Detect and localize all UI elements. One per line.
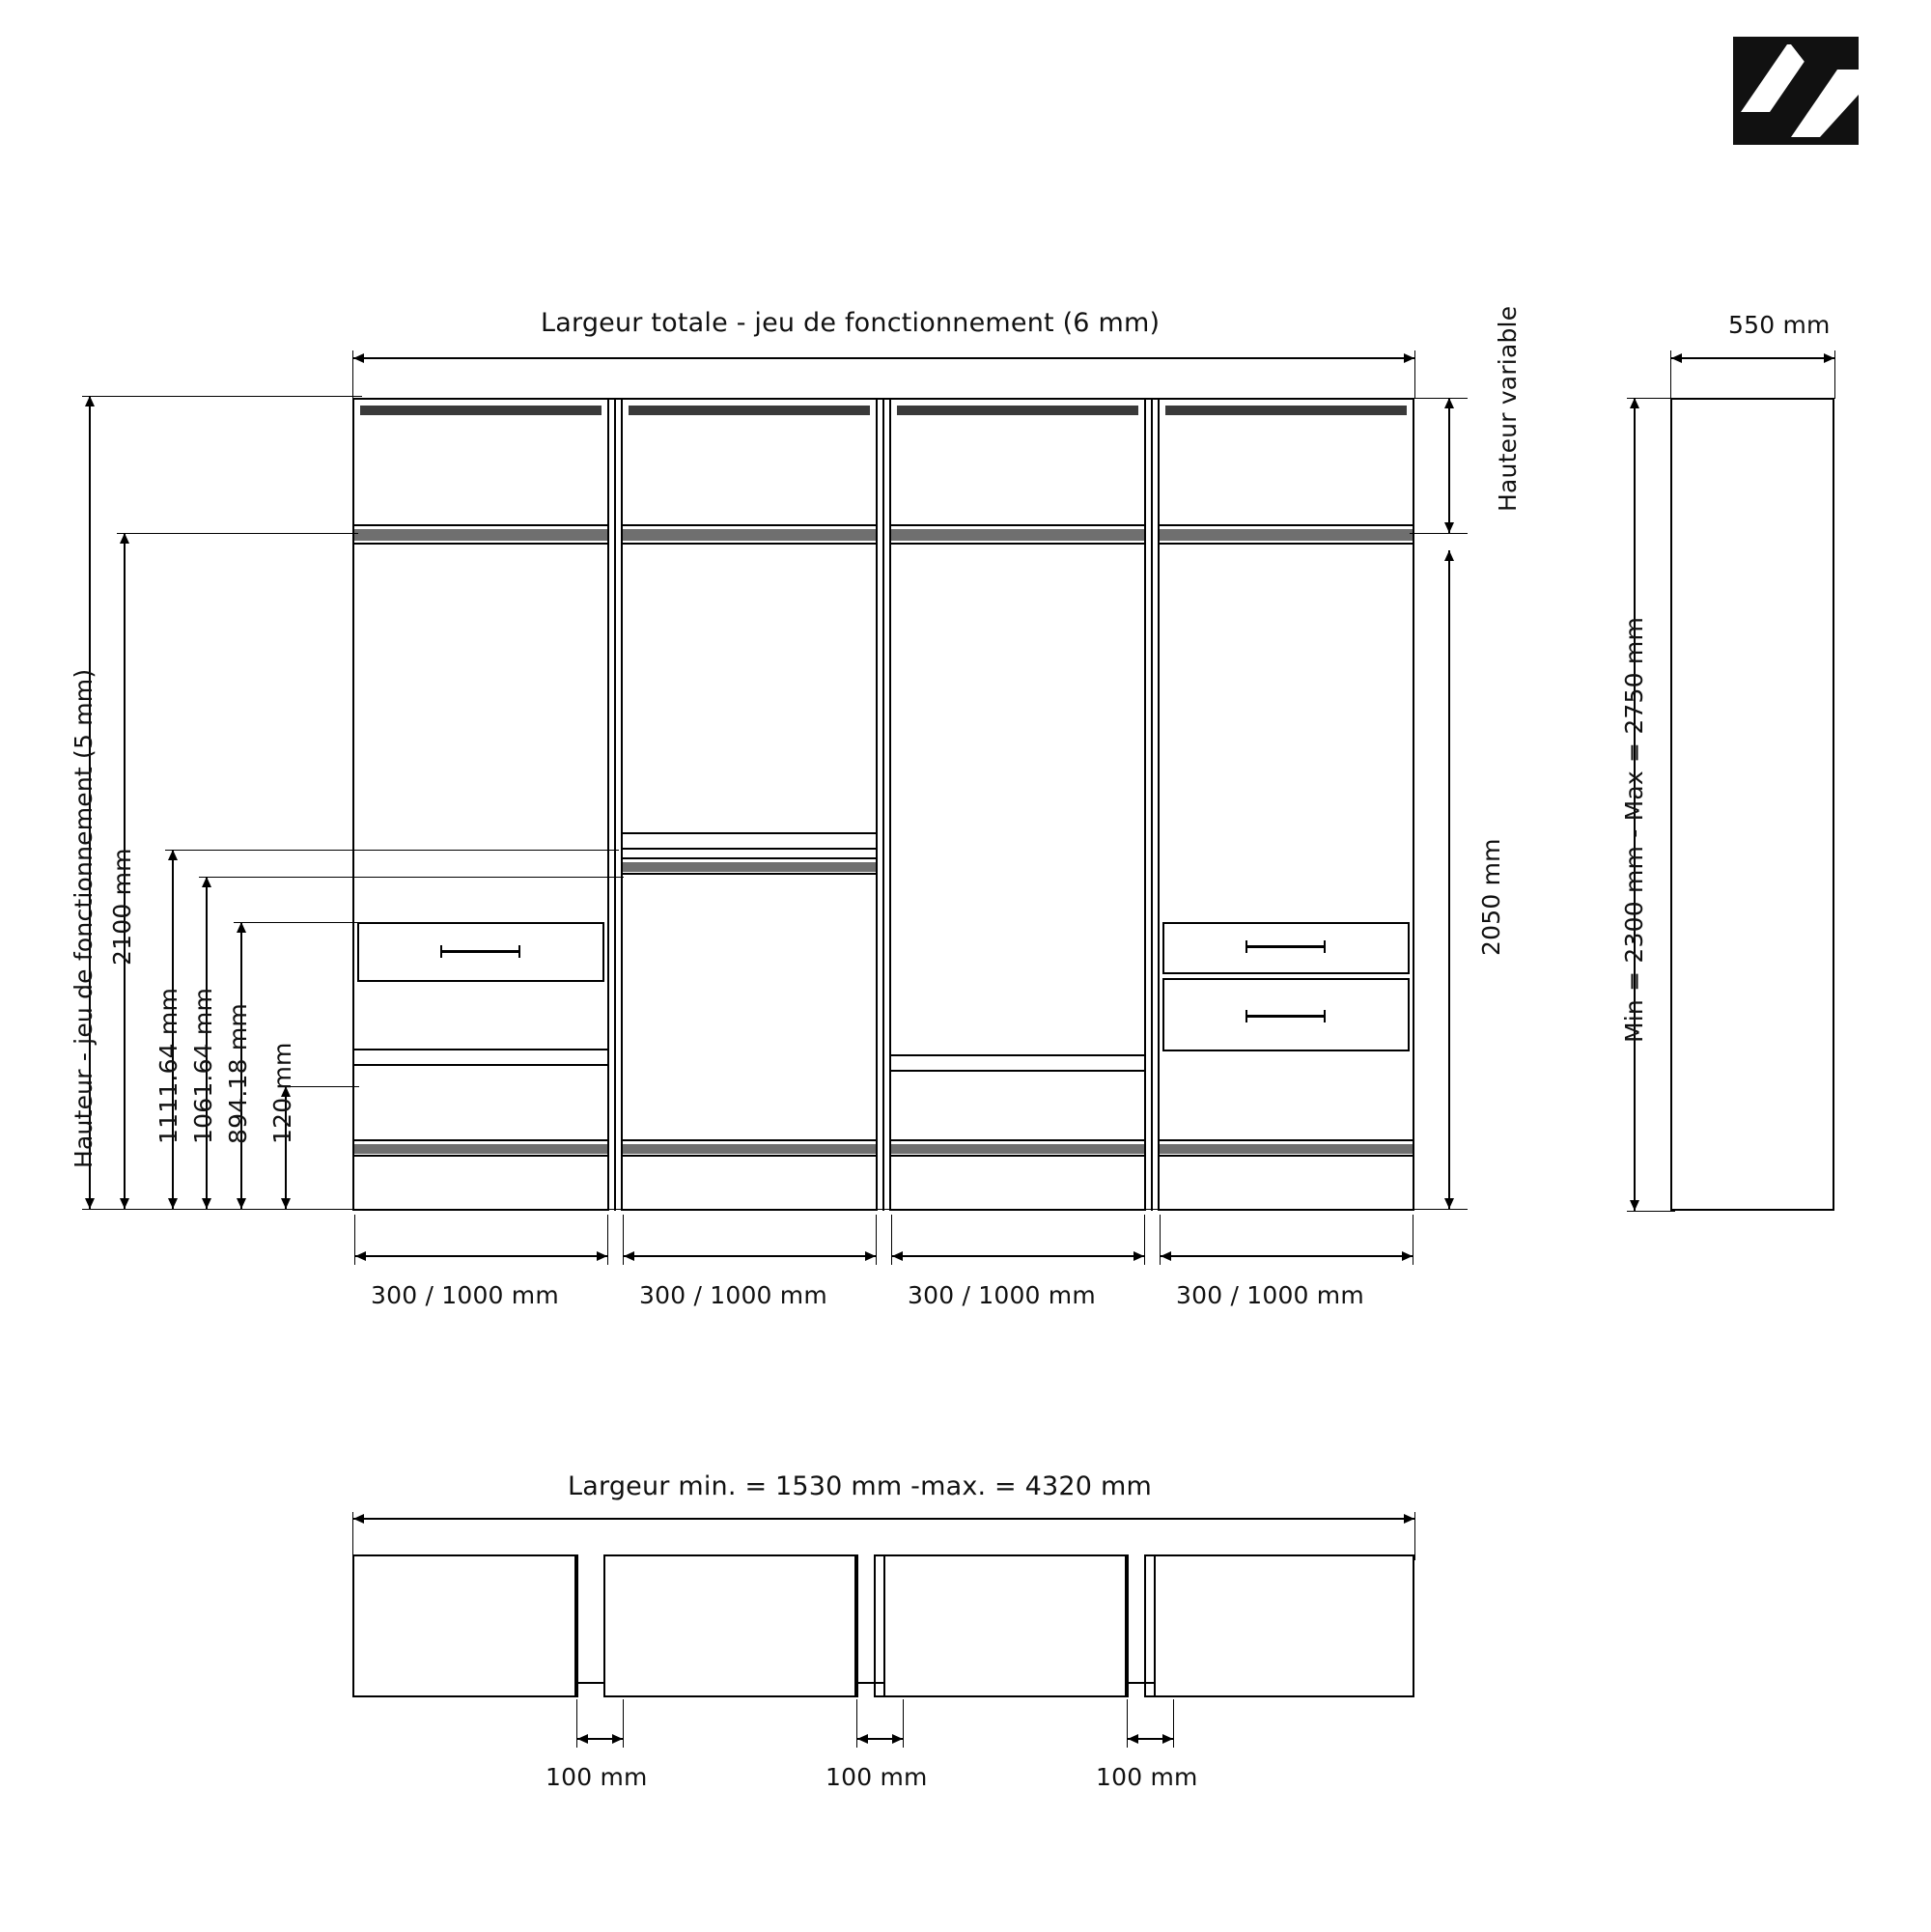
top-view-dim-line [352, 1518, 1414, 1520]
right-dim-2-ext-bottom [1410, 1209, 1468, 1210]
left-dim-3-arrow-top [168, 850, 178, 860]
module-3-plinth-bar [891, 1144, 1144, 1154]
side-height-label: Min = 2300 mm - Max = 2750 mm [1620, 617, 1648, 1043]
width-dim-3-line [891, 1255, 1144, 1257]
side-height-arrow-top [1630, 398, 1639, 408]
module-1-width-label: 300 / 1000 mm [371, 1281, 559, 1309]
gap-2-label: 100 mm [826, 1763, 928, 1791]
module-2-shelf-c2 [623, 1155, 876, 1157]
module-2-plinth-bar [623, 1144, 876, 1154]
module-1-shelf-b2 [354, 1064, 607, 1066]
module-3-rail [891, 529, 1144, 541]
width-dim-2-ext-right [876, 1215, 877, 1265]
module-3-shelf-c [891, 1139, 1144, 1141]
module-3-shelf-c2 [891, 1155, 1144, 1157]
module-3-shelf-b [891, 1054, 1144, 1056]
module-2-shelf-mid4 [623, 873, 876, 875]
left-dim-1-arrow-top [85, 396, 95, 406]
module-2-shelf-mid2 [623, 848, 876, 850]
width-dim-4-arrow-left [1161, 1251, 1171, 1261]
top-view-gap-1-right [603, 1554, 605, 1697]
left-dim-6-arrow-bottom [281, 1198, 291, 1209]
left-dim-4-ext-top [199, 877, 624, 878]
top-view-gap-1-left [576, 1554, 578, 1697]
k-logo [1733, 37, 1859, 145]
right-dim-1-label: Hauteur variable [1494, 305, 1522, 512]
module-gap-1 [614, 398, 616, 1211]
side-depth-label: 550 mm [1728, 311, 1831, 339]
top-view-gap-3-left [1127, 1554, 1129, 1697]
gap-dim-1-arrow-right [612, 1734, 623, 1744]
module-1-drawer-handle-cap-l [440, 945, 442, 958]
module-2-shelf-a2 [623, 543, 876, 545]
module-4-shelf-c [1160, 1139, 1413, 1141]
top-view-slab-4 [1144, 1554, 1414, 1697]
module-3-width-label: 300 / 1000 mm [908, 1281, 1096, 1309]
right-dim-2-arrow-bottom [1444, 1198, 1454, 1209]
top-view-gap-3-right [1154, 1554, 1156, 1697]
side-depth-ext-right [1834, 350, 1835, 399]
module-4-drawer-2-handle-cap-l [1245, 1010, 1247, 1022]
module-1-shelf-a [354, 524, 607, 526]
module-2-body [621, 398, 878, 1211]
module-4-width-label: 300 / 1000 mm [1176, 1281, 1364, 1309]
front-baseline [82, 1209, 1414, 1210]
module-2-rail-mid [623, 862, 876, 872]
right-dim-2-arrow-top [1444, 550, 1454, 561]
module-4-shelf-c2 [1160, 1155, 1413, 1157]
top-view-gap-3-cap [1127, 1682, 1154, 1684]
right-dim-1-line [1448, 398, 1450, 533]
module-2-top-inner-bar [629, 406, 870, 415]
module-2-shelf-a [623, 524, 876, 526]
width-dim-4-line [1160, 1255, 1413, 1257]
module-4-drawer-1-handle [1247, 945, 1325, 948]
right-dim-1-ext-bottom [1410, 533, 1468, 534]
top-dim-arrow-right [1404, 353, 1414, 363]
module-3-shelf-a2 [891, 543, 1144, 545]
module-2-width-label: 300 / 1000 mm [639, 1281, 827, 1309]
width-dim-1-arrow-left [355, 1251, 366, 1261]
module-4-drawer-2-handle [1247, 1015, 1325, 1018]
width-dim-2-arrow-left [624, 1251, 634, 1261]
module-1-drawer-handle-cap-r [518, 945, 520, 958]
module-gap-2 [882, 398, 884, 1211]
left-dim-2-arrow-bottom [120, 1198, 129, 1209]
left-dim-1-ext-top [82, 396, 362, 397]
left-dim-2-label: 2100 mm [108, 848, 136, 966]
width-dim-1-arrow-right [597, 1251, 607, 1261]
top-dim-line [352, 357, 1414, 359]
module-gap-3 [1151, 398, 1153, 1211]
gap-dim-3-arrow-right [1162, 1734, 1173, 1744]
left-dim-2-arrow-top [120, 533, 129, 544]
left-dim-5-ext-top [234, 922, 359, 923]
left-dim-2-ext-top [117, 533, 358, 534]
left-dim-5-label: 894.18 mm [224, 1003, 252, 1144]
module-3-top-inner-bar [897, 406, 1138, 415]
module-1-shelf-b [354, 1049, 607, 1050]
gap-dim-2-arrow-left [857, 1734, 868, 1744]
left-dim-5-arrow-bottom [237, 1198, 246, 1209]
side-depth-arrow-right [1824, 353, 1834, 363]
module-1-top-inner-bar [360, 406, 602, 415]
right-dim-1-arrow-top [1444, 398, 1454, 408]
gap-3-label: 100 mm [1096, 1763, 1198, 1791]
right-dim-1-arrow-bottom [1444, 522, 1454, 533]
width-dim-3-arrow-left [892, 1251, 903, 1261]
top-view-ext-right [1414, 1512, 1415, 1560]
module-4-drawer-1[interactable] [1162, 922, 1410, 974]
side-depth-dim-line [1670, 357, 1834, 359]
left-dim-3-ext-top [165, 850, 619, 851]
module-3-shelf-b2 [891, 1070, 1144, 1072]
left-dim-4-arrow-top [202, 877, 211, 887]
side-height-ext-top [1627, 398, 1675, 399]
width-dim-1-ext-right [607, 1215, 608, 1265]
module-3-body [889, 398, 1146, 1211]
module-3-shelf-a [891, 524, 1144, 526]
gap-dim-1-arrow-left [577, 1734, 588, 1744]
front-total-width-label: Largeur totale - jeu de fonctionnement (6 mm) [541, 308, 1161, 338]
module-4-drawer-1-handle-cap-l [1245, 940, 1247, 953]
module-1-shelf-c [354, 1139, 607, 1141]
module-4-plinth-bar [1160, 1144, 1413, 1154]
top-view-slab-2 [603, 1554, 856, 1697]
left-dim-3-label: 1111.64 mm [154, 987, 182, 1144]
top-view-arrow-left [353, 1514, 364, 1524]
left-dim-6-label: 120 mm [268, 1042, 296, 1144]
top-view-width-label: Largeur min. = 1530 mm -max. = 4320 mm [568, 1471, 1152, 1501]
module-1-body [352, 398, 609, 1211]
module-2-shelf-mid [623, 832, 876, 834]
top-view-gap-2-cap [856, 1682, 883, 1684]
module-1-shelf-c2 [354, 1155, 607, 1157]
gap-dim-3-ext-right [1173, 1699, 1174, 1748]
module-4-drawer-1-handle-cap-r [1324, 940, 1326, 953]
module-4-rail [1160, 529, 1413, 541]
width-dim-1-line [354, 1255, 607, 1257]
left-dim-4-arrow-bottom [202, 1198, 211, 1209]
module-2-shelf-mid3 [623, 857, 876, 859]
left-dim-5-arrow-top [237, 922, 246, 933]
module-1-shelf-a2 [354, 543, 607, 545]
top-view-gap-1-cap [576, 1682, 603, 1684]
module-2-rail [623, 529, 876, 541]
side-height-arrow-bottom [1630, 1200, 1639, 1211]
module-1-drawer-handle [442, 950, 519, 953]
top-view-gap-2-left [856, 1554, 858, 1697]
module-4-drawer-2-handle-cap-r [1324, 1010, 1326, 1022]
right-dim-2-label: 2050 mm [1477, 838, 1505, 956]
module-1-plinth-bar [354, 1144, 607, 1154]
side-height-ext-bottom [1627, 1211, 1675, 1212]
top-dim-ext-right [1414, 350, 1415, 399]
width-dim-3-arrow-right [1133, 1251, 1144, 1261]
left-dim-4-label: 1061.64 mm [189, 987, 217, 1144]
width-dim-4-arrow-right [1402, 1251, 1413, 1261]
top-view-slab-1 [352, 1554, 576, 1697]
module-4-body [1158, 398, 1414, 1211]
top-view-arrow-right [1404, 1514, 1414, 1524]
gap-dim-2-ext-right [903, 1699, 904, 1748]
left-dim-1-label: Hauteur - jeu de fonctionnement (5 mm) [70, 668, 98, 1168]
module-1-rail [354, 529, 607, 541]
gap-1-label: 100 mm [546, 1763, 648, 1791]
side-depth-arrow-left [1671, 353, 1682, 363]
gap-dim-1-ext-right [623, 1699, 624, 1748]
left-dim-1-arrow-bottom [85, 1198, 95, 1209]
gap-dim-2-arrow-right [892, 1734, 903, 1744]
width-dim-2-arrow-right [865, 1251, 876, 1261]
top-view-slab-3 [874, 1554, 1127, 1697]
top-view-gap-2-right [883, 1554, 885, 1697]
module-4-shelf-a2 [1160, 543, 1413, 545]
top-dim-arrow-left [353, 353, 364, 363]
left-dim-3-arrow-bottom [168, 1198, 178, 1209]
module-2-shelf-c [623, 1139, 876, 1141]
module-4-shelf-a [1160, 524, 1413, 526]
module-4-top-inner-bar [1165, 406, 1407, 415]
width-dim-3-ext-right [1144, 1215, 1145, 1265]
width-dim-2-line [623, 1255, 876, 1257]
right-dim-2-line [1448, 550, 1450, 1209]
right-dim-1-ext-top [1410, 398, 1468, 399]
gap-dim-3-arrow-left [1128, 1734, 1138, 1744]
side-view-body [1670, 398, 1834, 1211]
